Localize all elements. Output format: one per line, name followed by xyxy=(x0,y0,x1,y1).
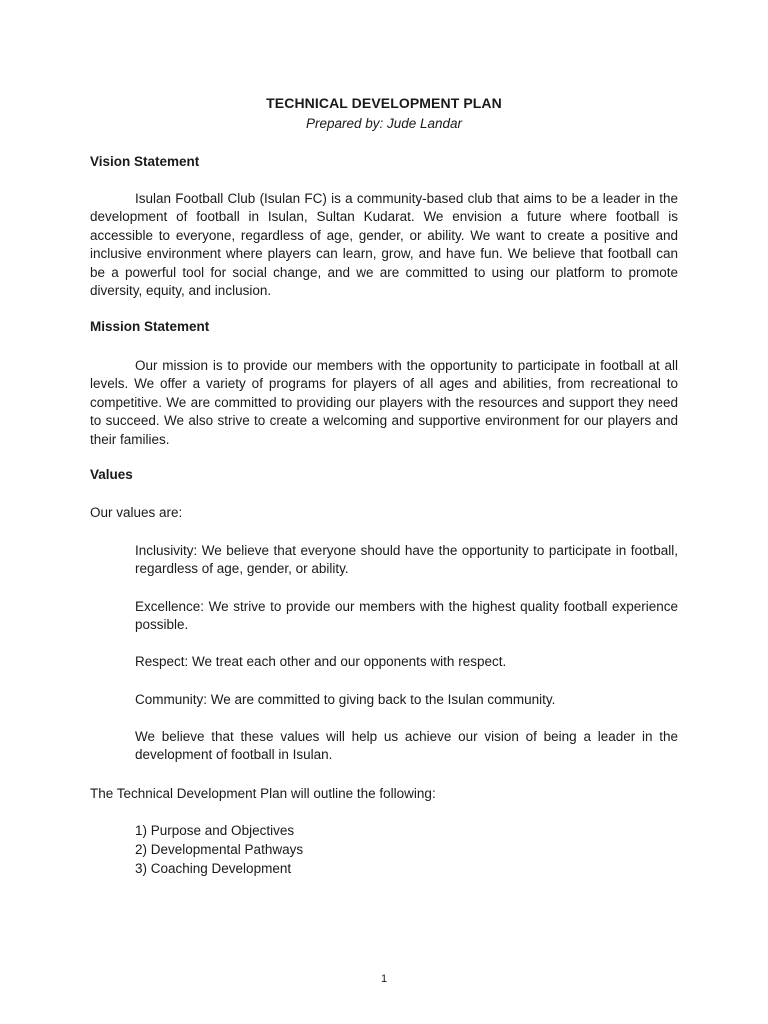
value-excellence: Excellence: We strive to provide our members with the highest quality football experience possible. xyxy=(135,599,678,633)
list-item: 1) Purpose and Objectives xyxy=(135,823,295,838)
document-title: TECHNICAL DEVELOPMENT PLAN xyxy=(266,95,502,111)
document-page xyxy=(90,0,678,1024)
vision-paragraph: Isulan Football Club (Isulan FC) is a community-based club that aims to be a leader in the development of football in Isulan, Sultan Kudarat. We envision a future where football is accessible to everyone, regardless of age, gender, or ability. We want to create a positive and inclusive environment where players can learn, grow, and have fun. We believe that football can be a powerful tool for social change, and we are committed to using our platform to promote diversity, equity, and inclusion. xyxy=(90,191,678,299)
values-intro: Our values are: xyxy=(90,505,183,520)
mission-heading: Mission Statement xyxy=(90,319,210,334)
prepared-by: Prepared by: Jude Landar xyxy=(305,116,463,131)
value-respect: Respect: We treat each other and our opponents with respect. xyxy=(135,654,507,669)
outline-list xyxy=(135,821,303,878)
value-inclusivity: Inclusivity: We believe that everyone should have the opportunity to participate in football, regardless of age, gender, or ability. xyxy=(135,543,678,577)
outline-intro: The Technical Development Plan will outline the following: xyxy=(90,786,436,801)
vision-heading: Vision Statement xyxy=(90,154,200,169)
value-community: Community: We are committed to giving back to the Isulan community. xyxy=(135,692,556,707)
page-number: 1 xyxy=(380,973,388,985)
list-item: 3) Coaching Development xyxy=(135,861,292,876)
values-heading: Values xyxy=(90,467,133,482)
values-closing: We believe that these values will help us achieve our vision of being a leader in the development of football in Isulan. xyxy=(135,729,678,763)
mission-paragraph: Our mission is to provide our members with the opportunity to participate in football at all levels. We offer a variety of programs for players of all ages and abilities, from recreational to competitive. We are committed to providing our players with the resources and support they need to succeed. We also strive to create a welcoming and supportive environment for our players and their families. xyxy=(90,358,678,447)
list-item: 2) Developmental Pathways xyxy=(135,842,304,857)
